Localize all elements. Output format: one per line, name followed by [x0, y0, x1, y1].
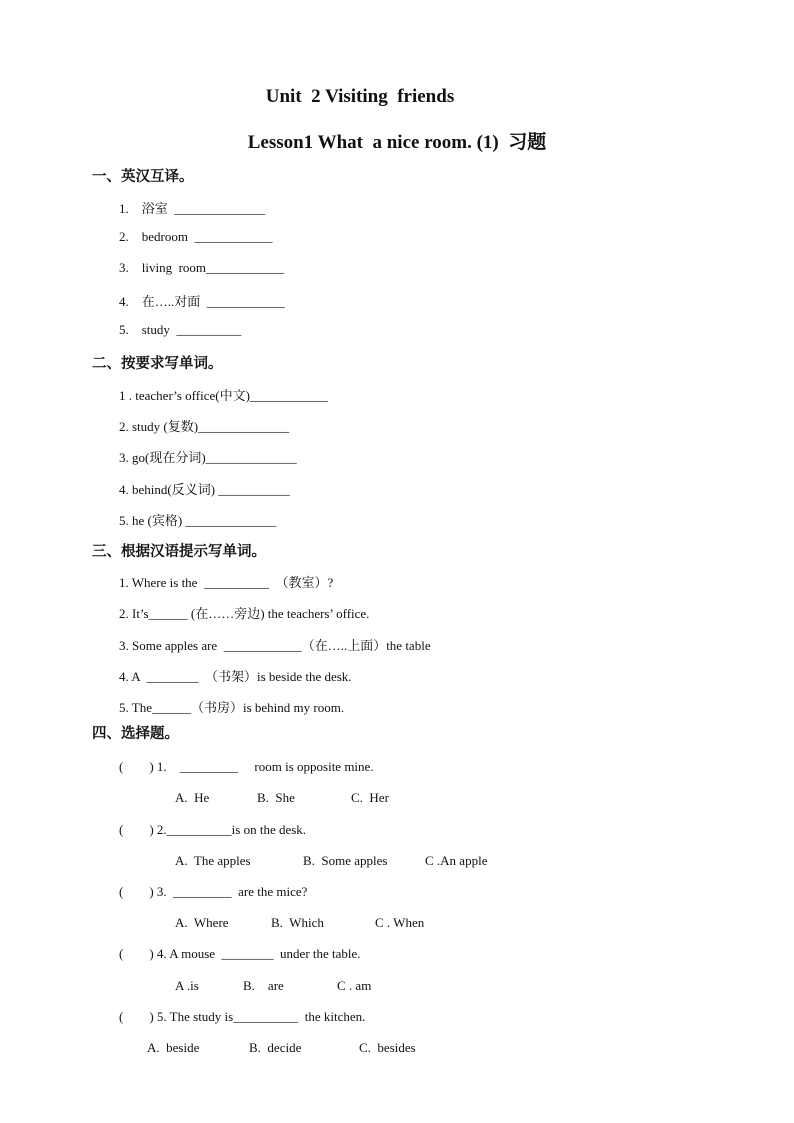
lesson-subtitle: Lesson1 What a nice room. (1) 习题	[247, 132, 547, 153]
question-stem: ( ) 4. A mouse ________ under the table.	[119, 946, 361, 961]
page-title: Unit 2 Visiting friends	[265, 86, 455, 107]
option-b: B. decide	[249, 1040, 302, 1055]
section-3-item: 2. It’s______ (在……旁边) the teachers’ office.	[119, 606, 370, 621]
section-3-item: 4. A ________ （书架）is beside the desk.	[119, 669, 352, 684]
section-1-item: 2. bedroom ____________	[119, 229, 273, 244]
option-b: B. are	[243, 978, 284, 993]
option-b: B. She	[257, 790, 295, 805]
option-a: A .is	[175, 978, 199, 993]
option-b: B. Which	[271, 915, 324, 930]
section-4-heading: 四、选择题。	[92, 726, 179, 742]
option-a: A. He	[175, 790, 210, 805]
question-stem: ( ) 2.__________is on the desk.	[119, 822, 307, 837]
section-3-item: 5. The______（书房）is behind my room.	[119, 700, 345, 715]
section-1-item: 5. study __________	[119, 322, 242, 337]
section-1-item: 1. 浴室 ______________	[119, 201, 266, 216]
section-1-item: 3. living room____________	[119, 260, 285, 275]
option-a: A. The apples	[175, 853, 251, 868]
section-2-item: 4. behind(反义词) ___________	[119, 482, 290, 497]
question-stem: ( ) 3. _________ are the mice?	[119, 884, 308, 899]
question-stem: ( ) 5. The study is__________ the kitchen.	[119, 1009, 366, 1024]
section-2-item: 1 . teacher’s office(中文)____________	[119, 388, 328, 403]
option-a: A. beside	[147, 1040, 200, 1055]
option-a: A. Where	[175, 915, 229, 930]
section-2-heading: 二、按要求写单词。	[92, 356, 223, 372]
option-c: C . am	[337, 978, 372, 993]
option-c: C . When	[375, 915, 425, 930]
option-b: B. Some apples	[303, 853, 388, 868]
question-stem: ( ) 1. _________ room is opposite mine.	[119, 759, 374, 774]
section-3-item: 1. Where is the __________ （教室）?	[119, 575, 334, 590]
section-2-item: 5. he (宾格) ______________	[119, 513, 277, 528]
section-1-item: 4. 在…..对面 ____________	[119, 294, 285, 309]
section-2-item: 3. go(现在分词)______________	[119, 450, 297, 465]
option-c: C .An apple	[425, 853, 488, 868]
section-3-heading: 三、根据汉语提示写单词。	[92, 544, 266, 560]
section-1-heading: 一、英汉互译。	[92, 169, 194, 185]
option-c: C. besides	[359, 1040, 416, 1055]
section-3-item: 3. Some apples are ____________（在…..上面）the table	[119, 638, 431, 653]
option-c: C. Her	[351, 790, 389, 805]
section-2-item: 2. study (复数)______________	[119, 419, 290, 434]
